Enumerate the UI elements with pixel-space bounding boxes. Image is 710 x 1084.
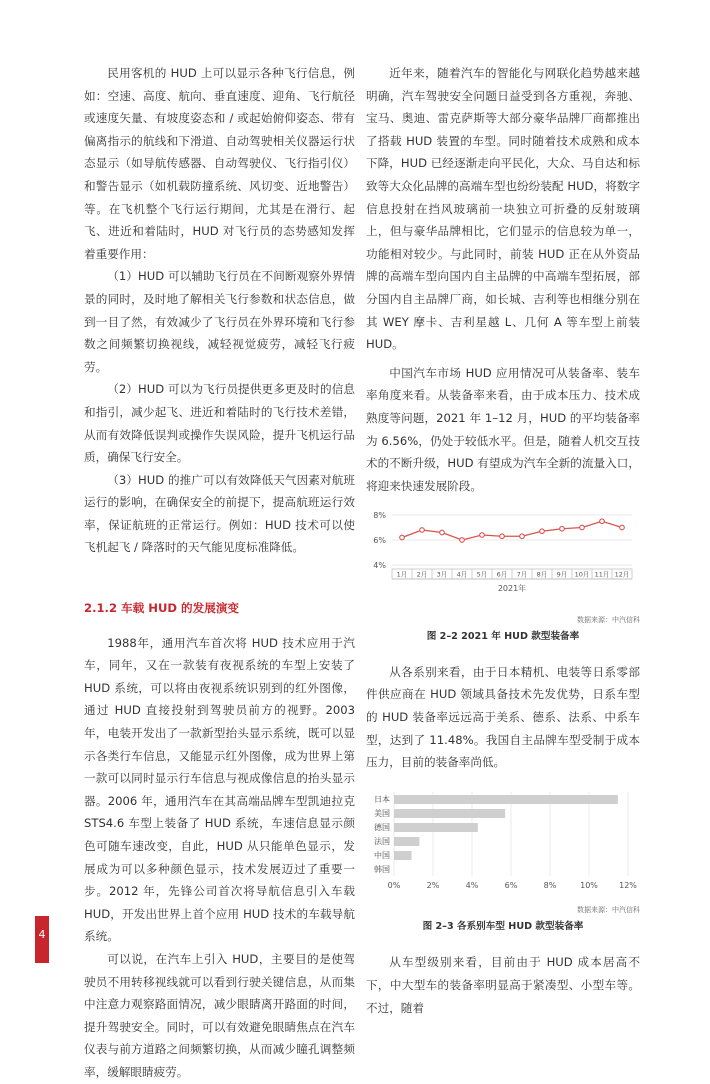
x-tick-label: 6% — [504, 880, 518, 890]
right-column — [366, 62, 640, 1019]
x-tick-label: 10% — [580, 880, 598, 890]
section-heading: 2.1.2 车载 HUD 的发展演变 — [84, 601, 240, 616]
data-point — [500, 534, 505, 539]
x-tick-label: 4% — [465, 880, 479, 890]
category-label: 法国 — [374, 836, 390, 846]
bar — [394, 795, 618, 804]
x-tick-label: 4月 — [456, 570, 468, 579]
x-tick-label: 3月 — [436, 570, 448, 579]
data-point — [580, 525, 585, 530]
data-point — [440, 530, 445, 535]
paragraph: 民用客机的 HUD 上可以显示各种飞行信息，例如：空速、高度、航向、垂直速度、迎角、飞行航径或速度矢量、有坡度姿态和 / 或起始俯仰姿态、带有偏离指示的航线和下滑道、自动驾驶相关仪器运行状态显示（如导航传感器、自动驾驶仪、飞行指引仪）和警告显示（如机载防撞系统、风切变、近地警告）等。在飞机整个飞行运行期间，尤其是在滑行、起飞、进近和着陆时，HUD 对飞行员的态势感知发挥着重要作用： — [84, 66, 355, 261]
page-number: 4 — [38, 928, 46, 941]
x-tick-label: 12月 — [614, 570, 630, 579]
x-tick-label: 1月 — [396, 570, 408, 579]
x-tick-label: 0% — [387, 880, 401, 890]
category-label: 日本 — [374, 794, 390, 804]
figure-source: 数据来源：中汽信科 — [577, 906, 640, 915]
data-point — [600, 519, 605, 524]
x-tick-label: 11月 — [594, 570, 610, 579]
series-line — [402, 522, 622, 541]
data-point — [520, 534, 525, 539]
bar — [394, 823, 478, 832]
figure-caption: 图 2–3 各系别车型 HUD 款型装备率 — [422, 921, 584, 933]
data-point — [540, 529, 545, 534]
figure-2-2 — [366, 507, 640, 645]
paragraph: （3）HUD 的推广可以有效降低天气因素对航班运行的影响，在确保安全的前提下，提高航班运行效率，保证航班的正常运行。例如：HUD 技术可以使飞机起飞 / 降落时的天气能见度标准降低。 — [84, 472, 355, 555]
x-tick-label: 7月 — [516, 570, 528, 579]
figure-2-3 — [366, 788, 640, 936]
data-point — [560, 527, 565, 532]
figure-caption: 图 2–2 2021 年 HUD 款型装备率 — [426, 630, 580, 642]
category-label: 韩国 — [374, 864, 390, 874]
x-tick-label: 6月 — [496, 570, 508, 579]
y-tick-label: 8% — [373, 511, 386, 521]
y-tick-label: 6% — [373, 536, 386, 546]
category-label: 美国 — [374, 808, 390, 818]
bar — [394, 837, 419, 846]
line-chart — [366, 507, 640, 607]
y-tick-label: 4% — [373, 561, 386, 571]
x-tick-label: 2% — [426, 880, 440, 890]
x-tick-label: 8% — [543, 880, 557, 890]
bar — [394, 809, 505, 818]
paragraph: 近年来，随着汽车的智能化与网联化趋势越来越明确，汽车驾驶安全问题日益受到各方重视，奔驰、宝马、奥迪、雷克萨斯等大部分豪华品牌厂商都推出了搭载 HUD 装置的车型。同时随着技术成熟和成本下降，HUD 已经逐渐走向平民化，大众、马自达和标致等大众化品牌的高端车型也纷纷装配 HUD，将数字信息投射在挡风玻璃前一块独立可折叠的反射玻璃上，但与豪华品牌相比，它们显示的信息较为单一，功能相对较少。与此同时，前装 HUD 正在从外资品牌的高端车型向国内自主品牌的中高端车型拓展，部分国内自主品牌厂商，如长城、吉利等也相继分别在其 WEY 摩卡、吉利星越 L、几何 A 等车型上前装 HUD。 — [366, 66, 640, 352]
bar-chart — [366, 788, 640, 898]
x-group-label: 2021年 — [497, 584, 527, 594]
x-tick-label: 12% — [619, 880, 637, 890]
x-tick-label: 2月 — [416, 570, 428, 579]
x-tick-label: 10月 — [574, 570, 590, 579]
data-point — [480, 533, 485, 538]
paragraph: 中国汽车市场 HUD 应用情况可从装备率、装车率角度来看。从装备率来看，由于成本压力、技术成熟度等问题，2021 年 1–12 月，HUD 的平均装备率为 6.56%，仍处于较低水平。但是，随着人机交互技术的不断升级，HUD 有望成为汽车全新的流量入口，将迎来快速发展阶段。 — [366, 365, 640, 493]
paragraph: 从各系别来看，由于日本精机、电装等日系零部件供应商在 HUD 领域具备技术先发优势，日系车型的 HUD 装备率远远高于美系、德系、法系、中系车型，达到了 11.48%。我国自主品牌车型受制于成本压力，目前的装备率尚低。 — [366, 664, 640, 770]
left-column — [84, 62, 355, 1084]
category-label: 德国 — [374, 822, 390, 832]
x-tick-label: 8月 — [536, 570, 548, 579]
paragraph: （2）HUD 可以为飞行员提供更多更及时的信息和指引，减少起飞、进近和着陆时的飞行技术差错，从而有效降低误判或操作失误风险，提升飞机运行品质，确保飞行安全。 — [84, 382, 355, 465]
data-point — [400, 535, 405, 540]
paragraph: （1）HUD 可以辅助飞行员在不间断观察外界情景的同时，及时地了解相关飞行参数和状态信息，做到一目了然，有效减少了飞行员在外界环境和飞行参数之间频繁切换视线，减轻视觉疲劳，减轻飞行疲劳。 — [84, 269, 355, 374]
paragraph: 1988年，通用汽车首次将 HUD 技术应用于汽车，同年，又在一款装有夜视系统的车型上安装了 HUD 系统，可以将由夜视系统识别到的红外图像，通过 HUD 直接投射到驾驶员前方的视野。2003 年，电装开发出了一款新型抬头显示系统，既可以显示各类行车信息，又能显示红外图像，成为世界上第一款可以同时显示行车信息与视成像信息的抬头显示器。2006 年，通用汽车在其高端品牌车型凯迪拉克 STS4.6 车型上装备了 HUD 系统，车速信息显示颜色可随车速改变，自此，HUD 从只能单色显示，发展成为可以多种颜色显示，技术发展迈过了重要一步。2012 年，先锋公司首次将导航信息引入车载 HUD，开发出世界上首个应用 HUD 技术的车载导航系统。 — [84, 635, 355, 944]
data-point — [620, 525, 625, 530]
paragraph: 可以说，在汽车上引入 HUD，主要目的是使驾驶员不用转移视线就可以看到行驶关键信息，从而集中注意力观察路面情况，减少眼睛离开路面的时间，提升驾驶安全。同时，可以有效避免眼睛焦点在汽车仪表与前方道路之间频繁切换，从而减少瞳孔调整频率，缓解眼睛疲劳。 — [84, 951, 355, 1079]
figure-source: 数据来源：中汽信科 — [577, 615, 640, 624]
paragraph: 从车型级别来看，目前由于 HUD 成本居高不下，中大型车的装备率明显高于紧凑型、小型车等。不过，随着 — [366, 955, 640, 1015]
data-point — [460, 538, 465, 543]
category-label: 中国 — [374, 850, 390, 860]
bar — [394, 851, 412, 860]
x-tick-label: 9月 — [556, 570, 568, 579]
x-tick-label: 5月 — [476, 570, 488, 579]
data-point — [420, 528, 425, 533]
